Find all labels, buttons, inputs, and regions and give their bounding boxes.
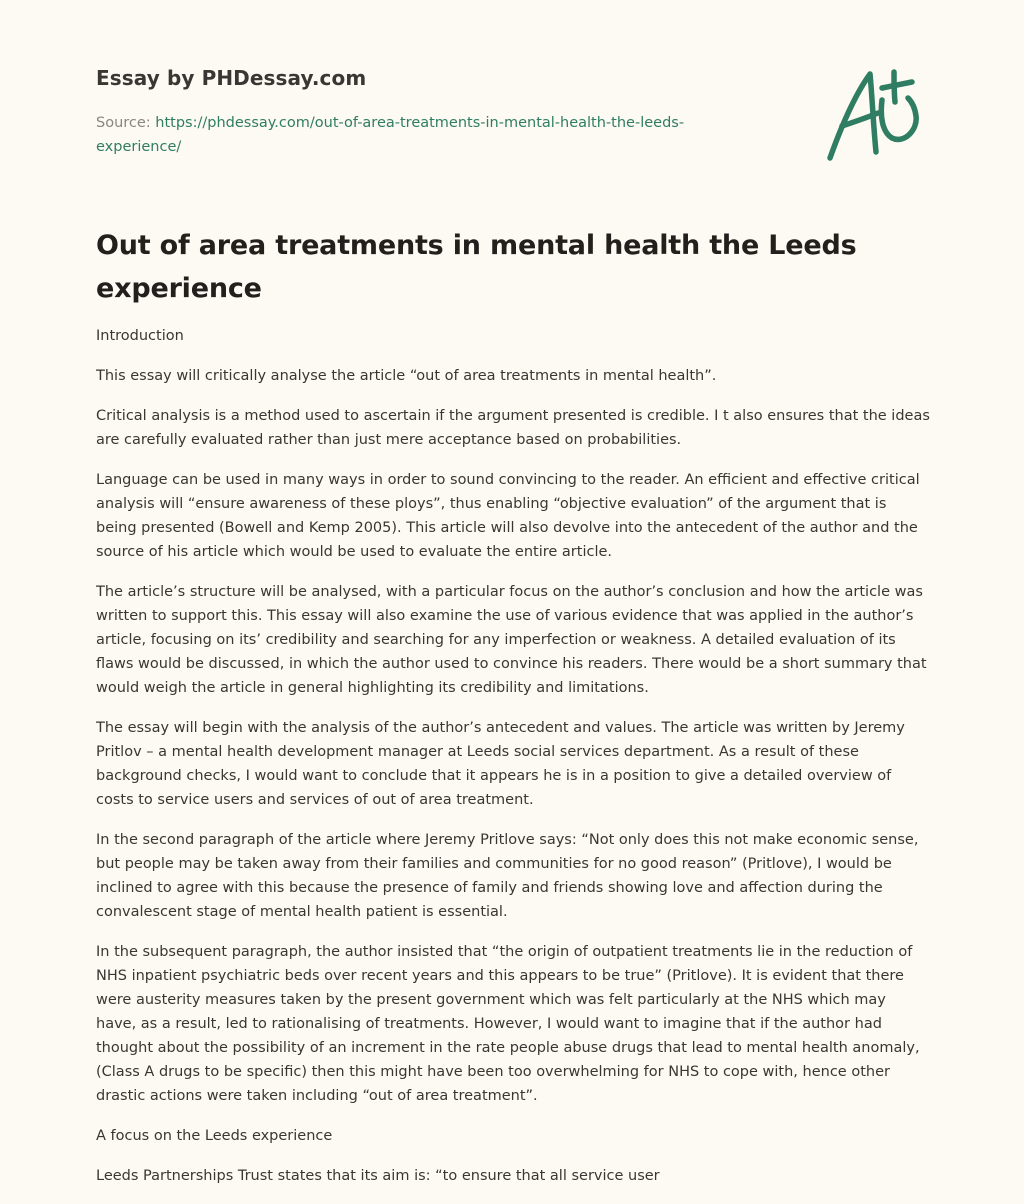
paragraph: The article’s structure will be analysed, with a particular focus on the author’s conclusion and how the article was written to support this. This essay will also examine the use of various evidence that was applied in the author’s article, focusing on its’ credibility and searching for any imperfection or weakness. A detailed evaluation of its flaws would be discussed, in which the author used to convince his readers. There would be a short summary that would weigh the article in general highlighting its credibility and limitations. <box>96 584 927 696</box>
article-title: Out of area treatments in mental health the Leeds experience <box>96 230 857 304</box>
paragraph: In the subsequent paragraph, the author insisted that “the origin of outpatient treatments lie in the reduction of NHS inpatient psychiatric beds over recent years and this appears to be true” (Pritlove). It is evident that there were austerity measures taken by the present government which was felt particularly at the NHS which may have, as a result, led to rationalising of treatments. However, I would want to imagine that if the author had thought about the possibility of an increment in the rate people abuse drugs that lead to mental health anomaly, (Class A drugs to be specific) then this might have been too overwhelming for NHS to cope with, hence other drastic actions were taken including “out of area treatment”. <box>96 944 920 1104</box>
source-line <box>96 111 716 159</box>
paragraph: Critical analysis is a method used to ascertain if the argument presented is credible. I t also ensures that the ideas are carefully evaluated rather than just mere acceptance based on probabilities. <box>96 408 930 448</box>
paragraph: Leeds Partnerships Trust states that its aim is: “to ensure that all service user <box>96 1168 660 1184</box>
paragraph: A focus on the Leeds experience <box>96 1128 333 1144</box>
paragraph: Language can be used in many ways in order to sound convincing to the reader. An efficient and effective critical analysis will “ensure awareness of these ploys”, thus enabling “objective evaluation” of the argument that is being presented (Bowell and Kemp 2005). This article will also devolve into the antecedent of the author and the source of his article which would be used to evaluate the entire article. <box>96 472 920 560</box>
brand-title: Essay by PHDessay.com <box>96 66 367 90</box>
article-body <box>96 324 930 1204</box>
source-link[interactable]: https://phdessay.com/out-of-area-treatments-in-mental-health-the-leeds-experience/ <box>96 115 685 155</box>
paragraph: This essay will critically analyse the article “out of area treatments in mental health”. <box>96 368 717 384</box>
paragraph: In the second paragraph of the article where Jeremy Pritlove says: “Not only does this not make economic sense, but people may be taken away from their families and communities for no good reason” (Pritlove), I would be inclined to agree with this because the presence of family and friends showing love and affection during the convalescent stage of mental health patient is essential. <box>96 832 919 920</box>
paragraph: The essay will begin with the analysis of the author’s antecedent and values. The article was written by Jeremy Pritlov – a mental health development manager at Leeds social services department. As a result of these background checks, I would want to conclude that it appears he is in a position to give a detailed overview of costs to service users and services of out of area treatment. <box>96 720 905 808</box>
a-plus-grade-icon <box>826 66 930 166</box>
source-label: Source: <box>96 115 151 131</box>
paragraph: Introduction <box>96 328 184 344</box>
